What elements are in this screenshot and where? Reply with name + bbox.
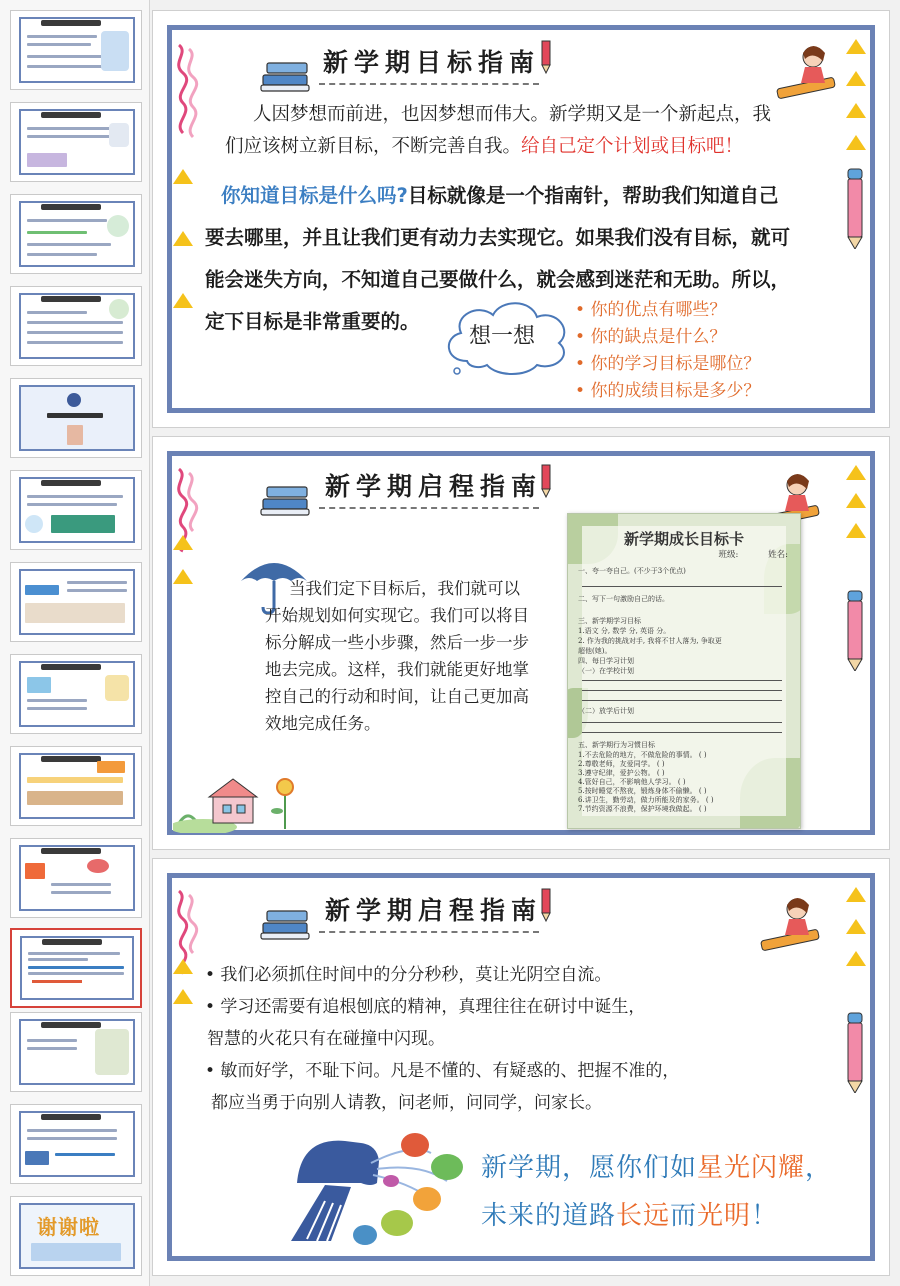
think-question-list — [575, 297, 760, 405]
thumbnail-14-label: 谢谢啦 — [37, 1215, 100, 1239]
advice-line: • 敏而好学，不耻下问。凡是不懂的、有疑惑的、把握不准的， — [205, 1061, 680, 1081]
pencil-icon — [537, 39, 555, 75]
goal-card-fields: 班级: 姓名: — [718, 550, 788, 560]
triangle-decoration-icon — [846, 135, 866, 150]
triangle-decoration-icon — [173, 293, 193, 308]
goal-card-rule — [582, 700, 782, 701]
goal-card-line: 2. 作为我的挑战对手, 我将不甘人落为, 争取更 — [578, 637, 722, 645]
slide-thumbnail-9[interactable] — [10, 746, 142, 826]
triangle-decoration-icon — [846, 103, 866, 118]
advice-line: 都应当勇于向别人请教，问老师，问同学，问家长。 — [211, 1093, 602, 1113]
goal-card-line: 5.按时睡觉不熬夜，锻炼身体不偷懒。 ( ) — [578, 787, 707, 795]
closing-line-1 — [481, 1147, 832, 1184]
triangle-decoration-icon — [173, 231, 193, 246]
house-and-flowers-illustration-icon — [173, 771, 313, 833]
goal-card-rule — [582, 680, 782, 681]
goal-card-rule — [582, 690, 782, 691]
target-line-3: 能会迷失方向，不知道自己要做什么，就会感到迷茫和无助。所以， — [205, 268, 791, 291]
goal-card-line: 一、夸一夸自己。(不少于3个优点) — [578, 567, 686, 575]
goal-card-line: 三、新学期学习目标 — [578, 617, 641, 625]
pencil-icon — [537, 463, 555, 499]
closing-text: 未来的道路 — [481, 1201, 617, 1231]
closing-highlight: 长远 — [616, 1201, 671, 1231]
triangle-decoration-icon — [846, 71, 866, 86]
triangle-decoration-icon — [173, 959, 193, 974]
goal-card-line: 7.节约资源不浪费，保护环境我做起。 ( ) — [578, 805, 707, 813]
closing-text: ， — [805, 1153, 833, 1183]
slide-thumbnail-6[interactable] — [10, 470, 142, 550]
triangle-decoration-icon — [846, 951, 866, 966]
plan-paragraph — [265, 575, 545, 737]
triangle-decoration-icon — [173, 569, 193, 584]
goal-card-rule — [582, 586, 782, 587]
goal-card-line: 二、写下一句激励自己的话。 — [578, 595, 669, 603]
intro-line-2 — [225, 131, 785, 163]
title-underline — [319, 931, 539, 933]
goal-card-line: 3.遵守纪律，爱护公物。 ( ) — [578, 769, 665, 777]
slide-thumbnail-7[interactable] — [10, 562, 142, 642]
goal-card-line: （二）放学后计划 — [578, 707, 634, 715]
title-underline — [319, 507, 539, 509]
slide-thumbnail-13[interactable] — [10, 1104, 142, 1184]
intro-line-1: 人因梦想而前进，也因梦想而伟大。新学期又是一个新起点，我 — [253, 104, 772, 125]
slide-thumbnail-10[interactable] — [10, 838, 142, 918]
slide-thumbnail-8[interactable] — [10, 654, 142, 734]
title-underline — [319, 83, 539, 85]
books-icon — [259, 53, 313, 93]
closing-text: 新学期，愿你们如 — [481, 1153, 698, 1183]
plan-line-6: 效地完成任务。 — [265, 714, 381, 733]
slide-1[interactable] — [152, 10, 890, 428]
slide-thumbnail-2[interactable] — [10, 102, 142, 182]
goal-card-rule — [582, 722, 782, 723]
plan-line-4: 地去完成。这样，我们就能更好地掌 — [265, 660, 529, 679]
triangle-decoration-icon — [173, 535, 193, 550]
triangle-decoration-icon — [846, 523, 866, 538]
slide-thumbnail-12[interactable] — [10, 1012, 142, 1092]
para-text-1: 目标就像是一个指南针，帮助我们知道自己 — [407, 184, 779, 207]
goal-card-line: 五、新学期行为习惯目标 — [578, 741, 655, 749]
dream-launcher-illustration-icon — [281, 1123, 471, 1253]
goal-card-line: 四、每日学习计划 — [578, 657, 634, 665]
slide-3[interactable] — [152, 858, 890, 1276]
goal-card-line: 1.语文 分, 数学 分, 英语 分。 — [578, 627, 671, 635]
slide-3-title: 新学期启程指南 — [325, 896, 543, 925]
target-line-1 — [205, 175, 855, 217]
plan-line-3: 标分解成一些小步骤，然后一步一步 — [265, 633, 529, 652]
goal-card-line: 4.管好自己，不影响他人学习。 ( ) — [578, 778, 686, 786]
question-item: • 你的成绩目标是多少？ — [575, 378, 760, 405]
intro-red-text: 给自己定个计划或目标吧！ — [521, 136, 744, 157]
intro-text: 们应该树立新目标，不断完善自我。 — [225, 136, 522, 157]
triangle-decoration-icon — [173, 989, 193, 1004]
goal-card-title: 新学期成长目标卡 — [623, 530, 744, 548]
closing-text: ！ — [751, 1201, 779, 1231]
slide-thumbnail-panel[interactable] — [0, 0, 150, 1286]
study-advice-list — [205, 959, 805, 1119]
triangle-decoration-icon — [846, 919, 866, 934]
books-icon — [259, 901, 313, 941]
goal-card-line: 1.不去危险的地方，不做危险的事情。 ( ) — [578, 751, 707, 759]
plan-line-1: 当我们定下目标后，我们就可以 — [289, 579, 520, 598]
books-icon — [259, 477, 313, 517]
slide-2[interactable] — [152, 436, 890, 850]
triangle-decoration-icon — [846, 493, 866, 508]
advice-line: 智慧的火花只有在碰撞中闪现。 — [207, 1029, 445, 1049]
slide-thumbnail-14[interactable] — [10, 1196, 142, 1276]
goal-card-line: 超他(她)。 — [578, 647, 612, 655]
pencil-icon — [537, 887, 555, 923]
triangle-decoration-icon — [846, 465, 866, 480]
closing-text: 而 — [670, 1201, 698, 1231]
girl-on-pencil-illustration-icon — [773, 39, 843, 101]
pencil-decoration-icon — [845, 1009, 865, 1093]
goal-card-line: （一）在学校计划 — [578, 667, 634, 675]
triangle-decoration-icon — [846, 39, 866, 54]
question-text: 你知道目标是什么吗? — [221, 184, 408, 207]
goal-card-image — [567, 513, 801, 829]
question-item: • 你的缺点是什么？ — [575, 324, 760, 351]
closing-line-2 — [481, 1195, 778, 1232]
pencil-decoration-icon — [845, 587, 865, 671]
squiggle-decoration-icon — [173, 39, 199, 151]
goal-card-rule — [582, 732, 782, 733]
slide-thumbnail-11[interactable] — [10, 928, 142, 1008]
triangle-decoration-icon — [846, 887, 866, 902]
plan-line-2: 开始规划如何实现它。我们可以将目 — [265, 606, 529, 625]
triangle-decoration-icon — [173, 169, 193, 184]
closing-highlight: 光明 — [697, 1201, 752, 1231]
target-line-2: 要去哪里，并且让我们更有动力去实现它。如果我们没有目标，就可 — [205, 226, 791, 249]
question-item: • 你的优点有哪些？ — [575, 297, 760, 324]
advice-line: • 学习还需要有追根刨底的精神，真理往往在研讨中诞生， — [205, 997, 646, 1017]
slide-thumbnail-4[interactable] — [10, 286, 142, 366]
goal-card-line: 6.讲卫生，勤劳动，做力所能及的家务。 ( ) — [578, 796, 714, 804]
slide-thumbnail-5[interactable] — [10, 378, 142, 458]
plan-line-5: 控自己的行动和时间，让自己更加高 — [265, 687, 529, 706]
slide-2-title: 新学期启程指南 — [325, 472, 543, 501]
slide-thumbnail-3[interactable] — [10, 194, 142, 274]
closing-highlight: 星光闪耀 — [697, 1153, 806, 1183]
slide-1-title: 新学期目标指南 — [323, 48, 541, 77]
girl-on-pencil-illustration-icon — [757, 891, 827, 953]
advice-line: • 我们必须抓住时间中的分分秒秒，莫让光阴空自流。 — [205, 965, 612, 985]
goal-card-line: 2.尊敬老师，友爱同学。 ( ) — [578, 760, 665, 768]
target-line-4: 定下目标是非常重要的。 — [205, 310, 420, 333]
think-label: 想一想 — [469, 324, 536, 349]
question-item: • 你的学习目标是哪位？ — [575, 351, 760, 378]
slide-thumbnail-1[interactable] — [10, 10, 142, 90]
